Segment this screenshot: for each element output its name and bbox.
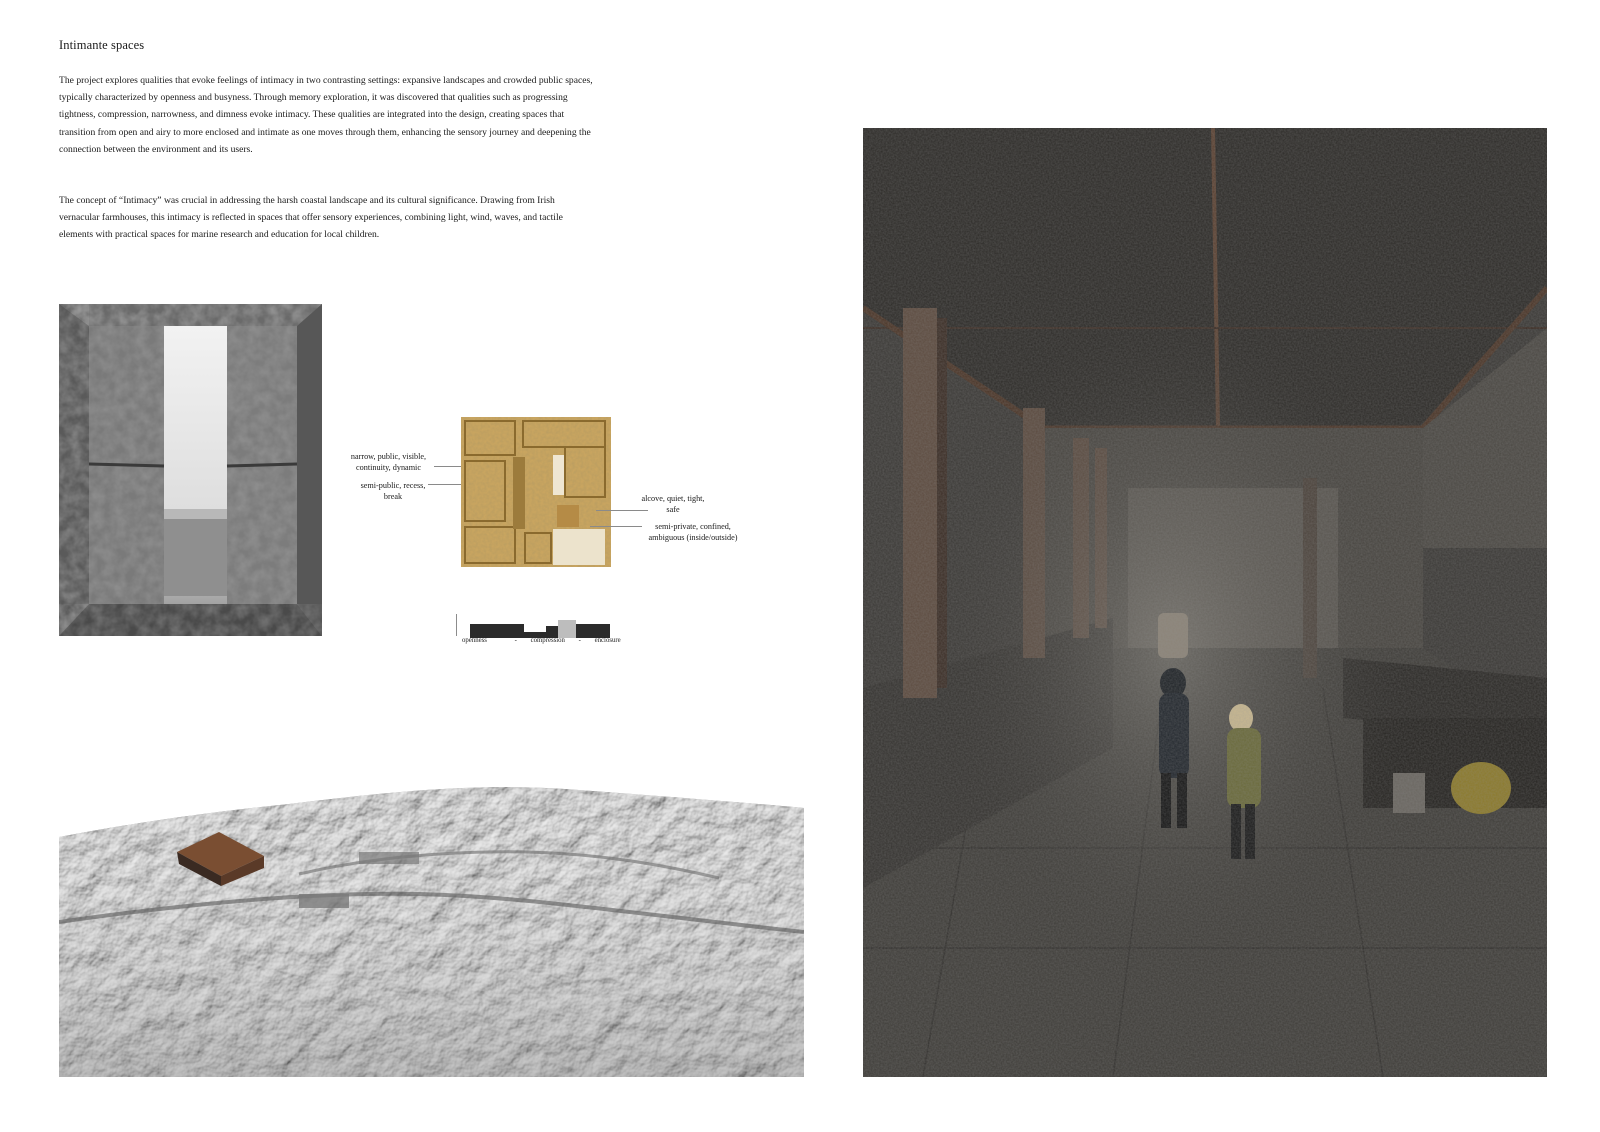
intro-paragraph: The project explores qualities that evoke feelings of intimacy in two contrasting settings: expansive landscapes and crowded public spaces, typically characterized by openness and busyness. Through memory exploration, it was discovered that qualities such as progressing tightness, compression, narrowness, and dimness evoke intimacy. These qualities are integrated into the design, creating spaces that transition from open and airy to more enclosed and intimate as one moves through them, enhancing the sensory journey and deepening the connection between the environment and its users. <box>59 75 593 155</box>
section-labels <box>462 637 621 644</box>
leader-line <box>590 526 642 527</box>
interior-render <box>863 128 1547 1077</box>
annotation-alcove: alcove, quiet, tight, safe <box>641 494 705 514</box>
section-label: enclosure <box>594 637 621 644</box>
section-label: openness <box>462 637 487 644</box>
concept-paragraph: The concept of “Intimacy” was crucial in addressing the harsh coastal landscape and its cultural significance. Drawing from Irish vernacular farmhouses, this intimacy is reflected in spaces that offer sensory experiences, combining light, wind, waves, and tactile elements with practical spaces for marine research and education for local children. <box>59 195 563 241</box>
massing-block-model <box>461 417 611 567</box>
section-label: - <box>578 637 581 644</box>
annotation-public: narrow, public, visible, continuity, dynamic <box>350 452 427 472</box>
section-label: - <box>514 637 517 644</box>
page-title: Intimante spaces <box>59 38 145 52</box>
ruin-photo <box>59 304 322 636</box>
annotation-semi-public: semi-public, recess, break <box>360 481 426 501</box>
terrain-site-model <box>59 782 804 1077</box>
annotation-semi-private: semi-private, confined, ambiguous (inside/outside) <box>648 522 738 542</box>
section-label: compression <box>530 637 565 644</box>
